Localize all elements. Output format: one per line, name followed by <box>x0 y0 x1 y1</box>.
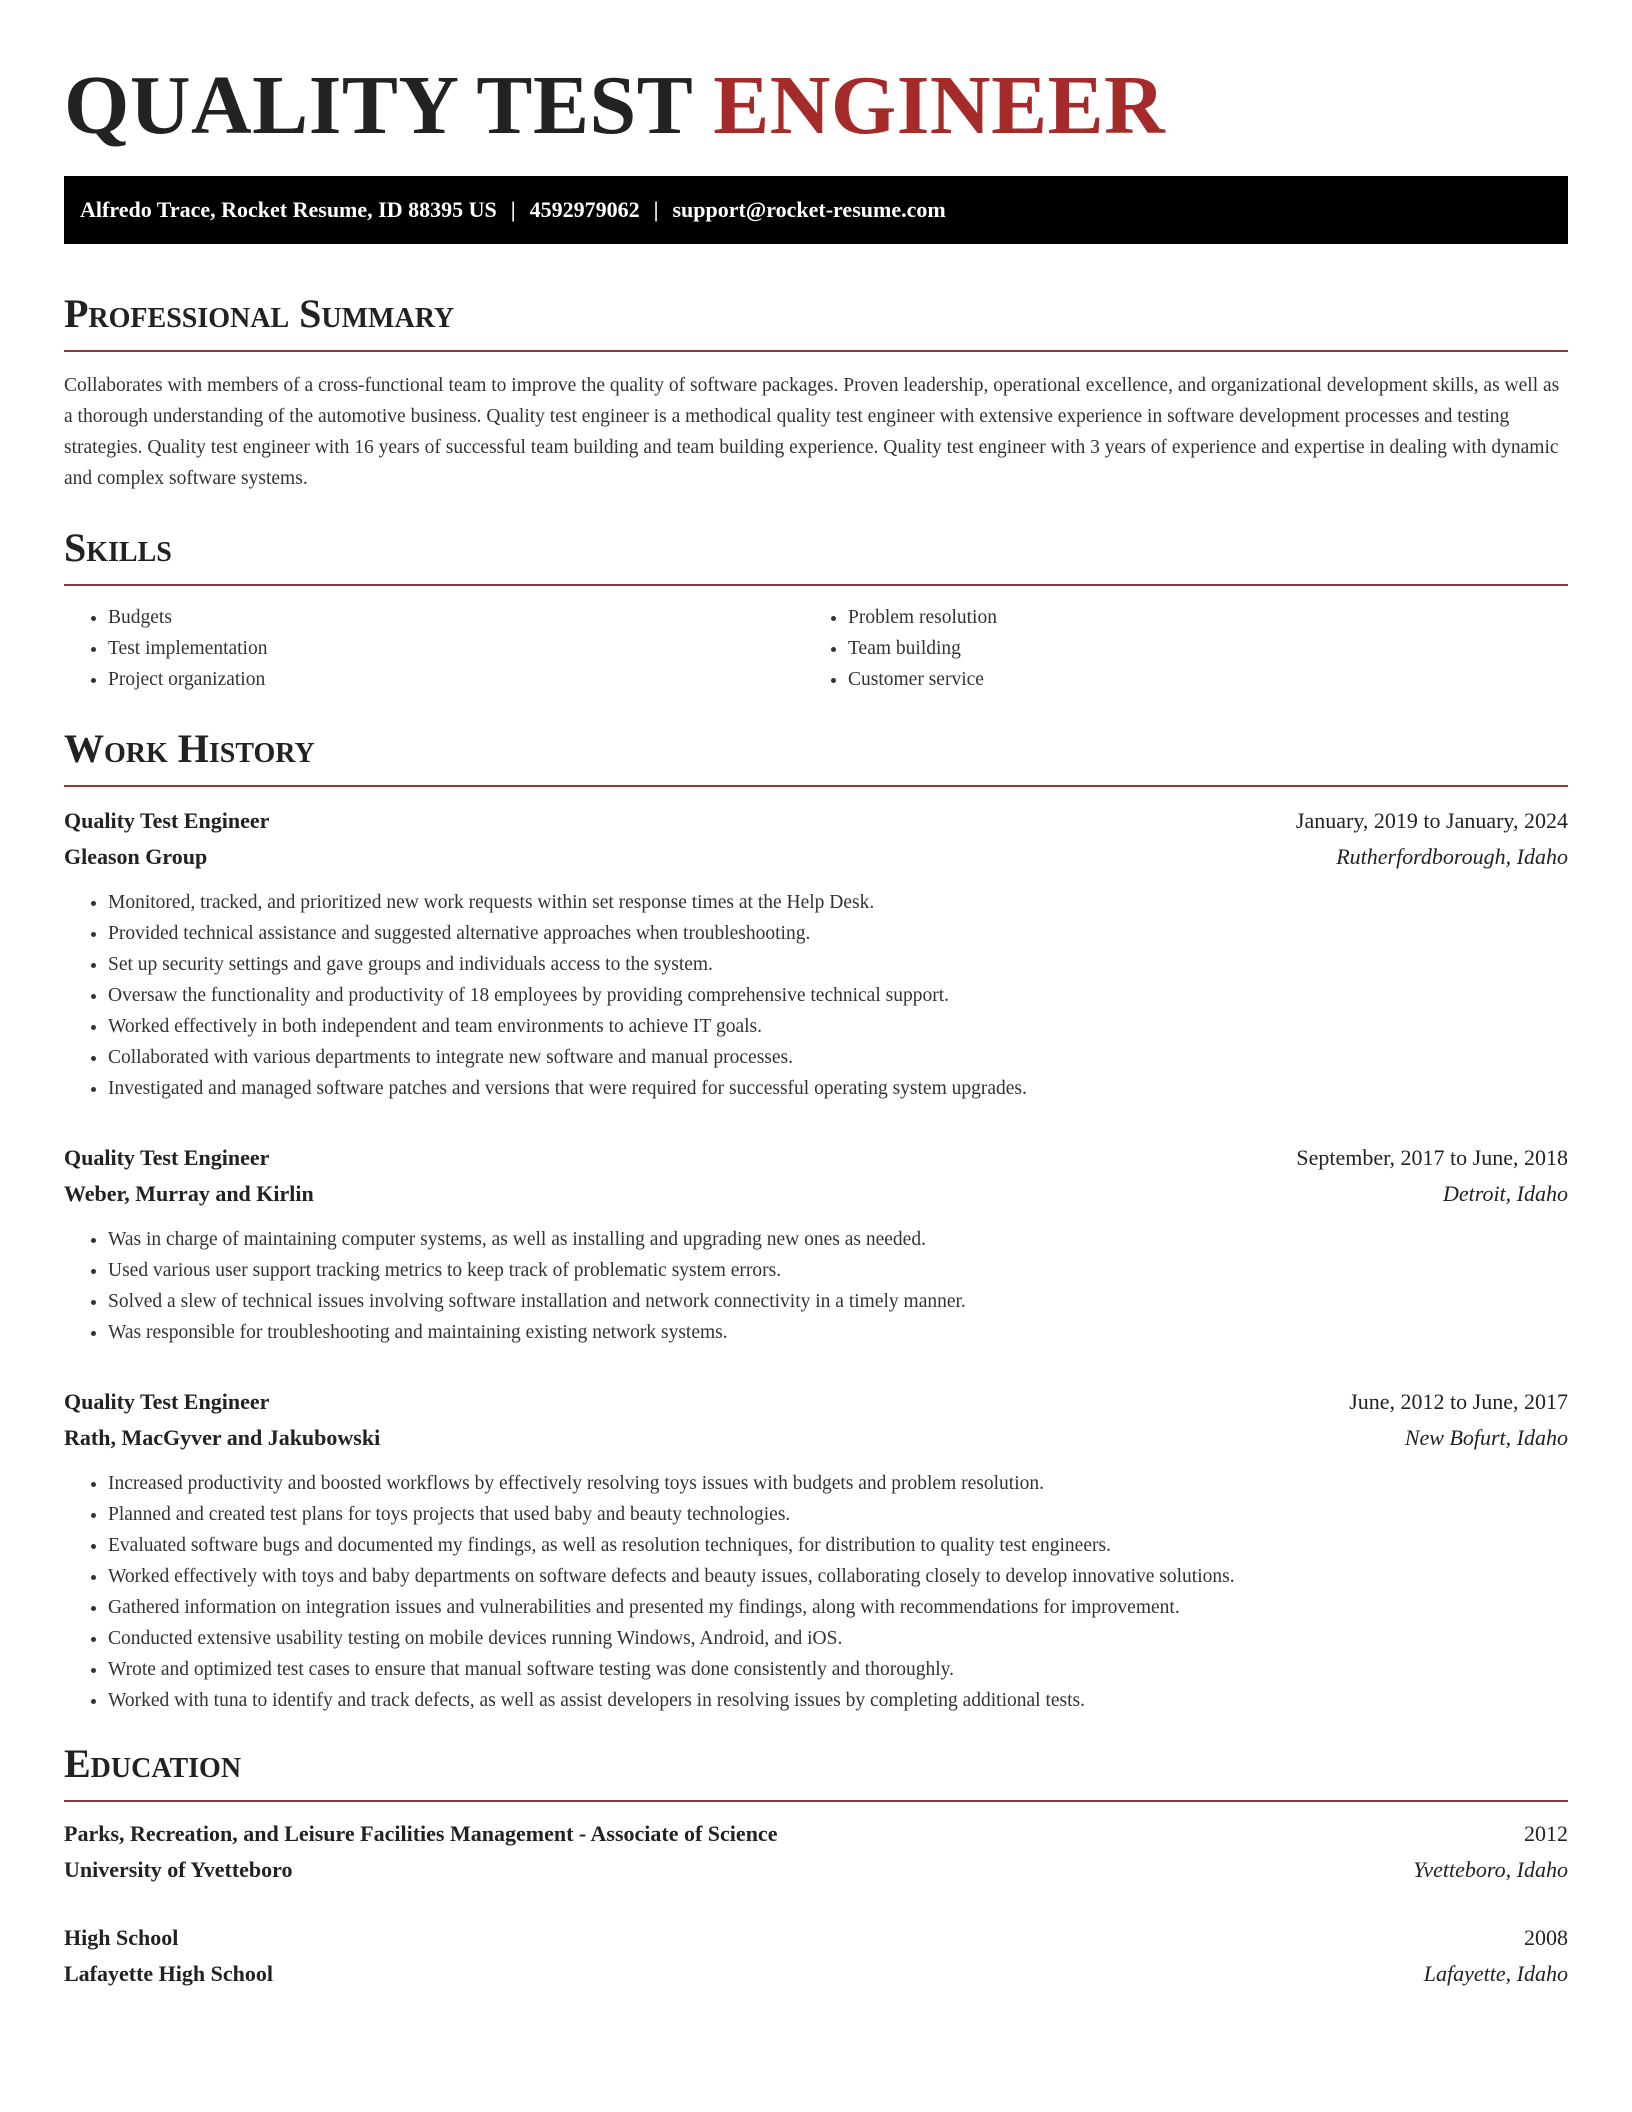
education-year: 2008 <box>1524 1925 1568 1950</box>
duty-item: • Collaborated with various departments to integrate new software and manual processes. <box>108 1042 1568 1073</box>
job-duties <box>64 1224 1568 1348</box>
job-title: Quality Test Engineer <box>64 808 270 833</box>
duty-item: • Solved a slew of technical issues involving software installation and network connectivity in a timely manner. <box>108 1286 1568 1317</box>
skill-item: • Team building <box>848 633 1544 664</box>
job-title: Quality Test Engineer <box>64 1389 270 1414</box>
skill-item: • Project organization <box>108 664 804 695</box>
job-location: New Bofurt, Idaho <box>1404 1425 1568 1450</box>
contact-email: support@rocket-resume.com <box>672 197 946 222</box>
section-divider <box>64 350 1568 352</box>
duty-item: • Monitored, tracked, and prioritized new work requests within set response times at the Help Desk. <box>108 887 1568 918</box>
job-dates: June, 2012 to June, 2017 <box>1349 1389 1568 1414</box>
education-location: Lafayette, Idaho <box>1423 1961 1568 1986</box>
education-year: 2012 <box>1524 1821 1568 1846</box>
duty-item: • Gathered information on integration issues and vulnerabilities and presented my findings, along with recommendations for improvement. <box>108 1592 1568 1623</box>
duty-item: • Increased productivity and boosted workflows by effectively resolving toys issues with budgets and problem resolution. <box>108 1468 1568 1499</box>
education-entry <box>64 1920 1568 1992</box>
duty-item: • Evaluated software bugs and documented my findings, as well as resolution techniques, for distribution to quality test engineers. <box>108 1530 1568 1561</box>
skills-column-right <box>804 602 1544 695</box>
job-title: Quality Test Engineer <box>64 1145 270 1170</box>
job-location: Detroit, Idaho <box>1442 1181 1568 1206</box>
duty-item: • Oversaw the functionality and productivity of 18 employees by providing comprehensive technical support. <box>108 980 1568 1011</box>
contact-address: Alfredo Trace, Rocket Resume, ID 88395 US <box>80 197 497 222</box>
skills-list <box>64 602 1568 695</box>
title-main: QUALITY TEST <box>64 59 692 152</box>
job-duties <box>64 887 1568 1104</box>
resume-title <box>64 56 1568 156</box>
skill-item: • Customer service <box>848 664 1544 695</box>
skills-heading: Skills <box>64 525 172 570</box>
education-degree: High School <box>64 1925 179 1950</box>
duty-item: • Worked with tuna to identify and track defects, as well as assist developers in resolving issues by completing additional tests. <box>108 1685 1568 1716</box>
job-entry <box>64 803 1568 1104</box>
job-dates: September, 2017 to June, 2018 <box>1296 1145 1568 1170</box>
duty-item: • Wrote and optimized test cases to ensure that manual software testing was done consistently and thoroughly. <box>108 1654 1568 1685</box>
duty-item: • Conducted extensive usability testing on mobile devices running Windows, Android, and iOS. <box>108 1623 1568 1654</box>
skill-item: • Test implementation <box>108 633 804 664</box>
job-dates: January, 2019 to January, 2024 <box>1295 808 1568 833</box>
job-company: Weber, Murray and Kirlin <box>64 1181 314 1206</box>
summary-heading: Professional Summary <box>64 291 455 336</box>
education-heading: Education <box>64 1741 242 1786</box>
job-company: Rath, MacGyver and Jakubowski <box>64 1425 381 1450</box>
job-entry <box>64 1384 1568 1716</box>
duty-item: • Worked effectively in both independent and team environments to achieve IT goals. <box>108 1011 1568 1042</box>
education-school: Lafayette High School <box>64 1961 273 1986</box>
duty-item: • Worked effectively with toys and baby departments on software defects and beauty issues, collaborating closely to develop innovative solutions. <box>108 1561 1568 1592</box>
title-accent: ENGINEER <box>713 59 1166 152</box>
duty-item: • Set up security settings and gave groups and individuals access to the system. <box>108 949 1568 980</box>
job-duties <box>64 1468 1568 1716</box>
skill-item: • Problem resolution <box>848 602 1544 633</box>
section-divider <box>64 584 1568 586</box>
duty-item: • Used various user support tracking metrics to keep track of problematic system errors. <box>108 1255 1568 1286</box>
skills-column-left <box>64 602 804 695</box>
education-entry <box>64 1816 1568 1888</box>
contact-separator: | <box>510 197 516 222</box>
duty-item: • Investigated and managed software patches and versions that were required for successful operating system upgrades. <box>108 1073 1568 1104</box>
education-school: University of Yvetteboro <box>64 1857 293 1882</box>
contact-separator: | <box>653 197 659 222</box>
education-location: Yvetteboro, Idaho <box>1413 1857 1568 1882</box>
job-location: Rutherfordborough, Idaho <box>1336 844 1568 869</box>
job-entry <box>64 1140 1568 1348</box>
contact-phone: 4592979062 <box>529 197 640 222</box>
work-history-heading: Work History <box>64 726 315 771</box>
duty-item: • Was responsible for troubleshooting and maintaining existing network systems. <box>108 1317 1568 1348</box>
skill-item: • Budgets <box>108 602 804 633</box>
duty-item: • Was in charge of maintaining computer systems, as well as installing and upgrading new ones as needed. <box>108 1224 1568 1255</box>
duty-item: • Planned and created test plans for toys projects that used baby and beauty technologies. <box>108 1499 1568 1530</box>
summary-text: Collaborates with members of a cross-functional team to improve the quality of software packages. Proven leadership, operational excellence, and organizational development skills, as well as a thorough understanding of the automotive business. Quality test engineer is a methodical quality test engineer with extensive experience in software development processes and testing strategies. Quality test engineer with 16 years of successful team building and team building experience. Quality test engineer with 3 years of experience and expertise in dealing with dynamic and complex software systems. <box>64 375 1560 489</box>
contact-bar <box>64 176 1568 244</box>
education-degree: Parks, Recreation, and Leisure Facilities Management - Associate of Science <box>64 1821 778 1846</box>
resume-page <box>64 0 1568 1992</box>
job-company: Gleason Group <box>64 844 208 869</box>
duty-item: • Provided technical assistance and suggested alternative approaches when troubleshooting. <box>108 918 1568 949</box>
